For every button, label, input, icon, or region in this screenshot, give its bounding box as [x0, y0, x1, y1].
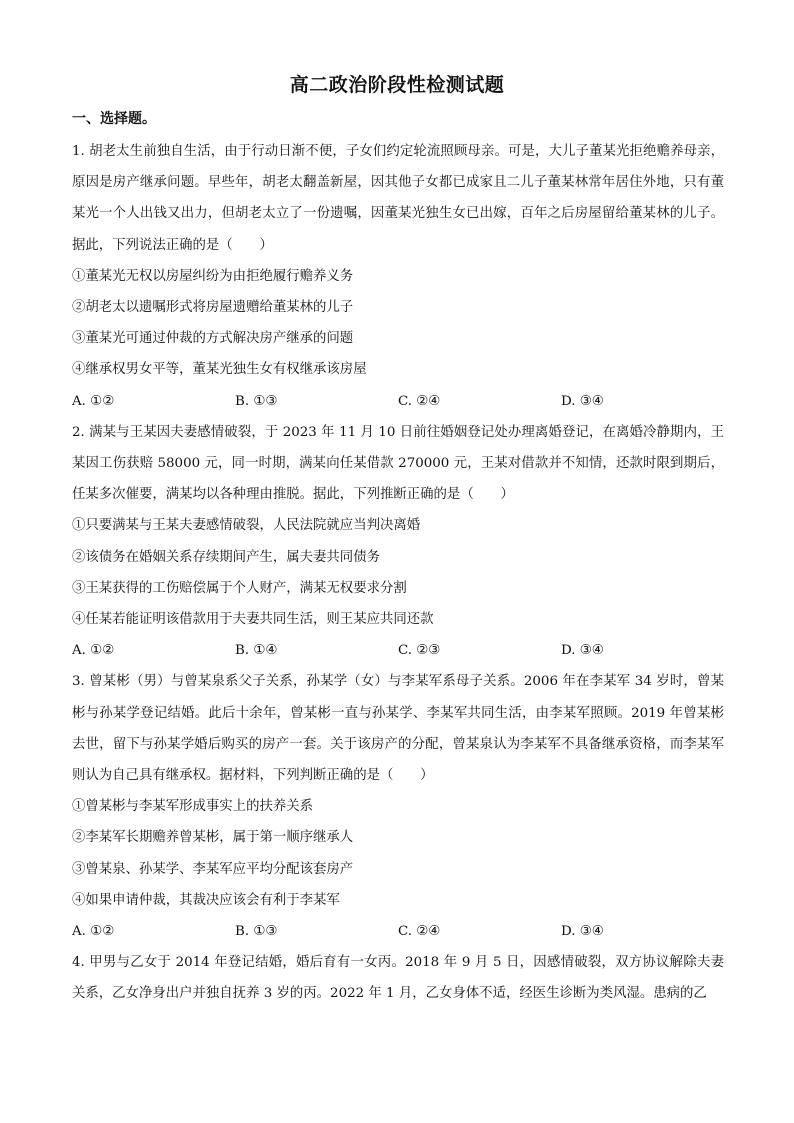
- option-d: D. ③④: [561, 924, 604, 940]
- statement-item: ②胡老太以遗嘱形式将房屋遗赠给董某林的儿子: [72, 300, 354, 316]
- option-a: A. ①②: [72, 393, 115, 409]
- statement-item: ③王某获得的工伤赔偿属于个人财产，满某无权要求分割: [72, 580, 407, 596]
- option-d: D. ③④: [561, 393, 604, 409]
- question-2: [72, 417, 724, 667]
- option-d: D. ③④: [561, 643, 604, 659]
- statement-item: ③曾某泉、孙某学、李某军应平均分配该套房产: [72, 861, 354, 877]
- statement-item: ④任某若能证明该借款用于夫妻共同生活，则王某应共同还款: [72, 612, 434, 628]
- page-title: 高二政治阶段性检测试题: [289, 74, 505, 96]
- statement-item: ③董某光可通过仲裁的方式解决房产继承的问题: [72, 331, 354, 347]
- option-c: C. ②④: [398, 924, 441, 940]
- question-stem: 1. 胡老太生前独自生活，由于行动日渐不便，子女们约定轮流照顾母亲。可是，大儿子董某光拒绝赡养母亲，原因是房产继承问题。早些年，胡老太翻盖新屋，因其他子女都已成家且二儿子董某林常年居住外地，只有董某光一个人出钱又出力，但胡老太立了一份遗嘱，因董某光独生女已出嫁，百年之后房屋留给董某林的儿子。据此，下列说法正确的是（ ）: [72, 144, 724, 253]
- question-stem: 3. 曾某彬（男）与曾某泉系父子关系，孙某学（女）与李某军系母子关系。2006 年在李某军 34 岁时，曾某彬与孙某学登记结婚。此后十余年，曾某彬一直与孙某学、李某军共同生活，由李某军照顾。2019 年曾某彬去世，留下与孙某学婚后购买的房产一套。关于该房产的分配，曾某泉认为李某军不具备继承资格，而李某军则认为自己具有继承权。据材料，下列判断正确的是（ ）: [72, 674, 724, 784]
- question-3: [72, 666, 724, 947]
- answer-options: [72, 916, 724, 947]
- statement-item: ①董某光无权以房屋纠纷为由拒绝履行赡养义务: [72, 268, 354, 284]
- option-b: B. ①④: [235, 643, 278, 659]
- question-1: [72, 136, 724, 417]
- option-c: C. ②③: [398, 643, 441, 659]
- statement-item: ②该债务在婚姻关系存续期间产生，属夫妻共同债务: [72, 549, 380, 565]
- answer-options: [72, 635, 724, 666]
- questions-container: [72, 136, 724, 1010]
- statement-item: ①只要满某与王某夫妻感情破裂，人民法院就应当判决离婚: [72, 518, 421, 534]
- question-4: [72, 947, 724, 1009]
- question-stem: 2. 满某与王某因夫妻感情破裂，于 2023 年 11 月 10 日前往婚姻登记处办理离婚登记，在离婚冷静期内，王某因工伤获赔 58000 元，同一时期，满某向任某借款 270000 元，王某对借款并不知情，还款时限到期后，任某多次催要，满某均以各种理由推脱。据此，下列推断正确的是（ ）: [72, 424, 724, 503]
- answer-options: [72, 386, 724, 417]
- statement-item: ②李某军长期赡养曾某彬，属于第一顺序继承人: [72, 830, 354, 846]
- statement-item: ①曾某彬与李某军形成事实上的扶养关系: [72, 799, 314, 815]
- option-a: A. ①②: [72, 924, 115, 940]
- option-b: B. ①③: [235, 924, 278, 940]
- statement-item: ④如果申请仲裁，其裁决应该会有利于李某军: [72, 892, 340, 908]
- option-b: B. ①③: [235, 393, 278, 409]
- option-c: C. ②④: [398, 393, 441, 409]
- section-heading: 一、选择题。: [72, 111, 156, 127]
- statement-item: ④继承权男女平等，董某光独生女有权继承该房屋: [72, 362, 367, 378]
- option-a: A. ①②: [72, 643, 115, 659]
- question-stem: 4. 甲男与乙女于 2014 年登记结婚，婚后育有一女丙。2018 年 9 月 5 日，因感情破裂，双方协议解除夫妻关系，乙女净身出户并独自抚养 3 岁的丙。2022 年 1 月，乙女身体不适，经医生诊断为类风湿。患病的乙: [72, 955, 724, 1002]
